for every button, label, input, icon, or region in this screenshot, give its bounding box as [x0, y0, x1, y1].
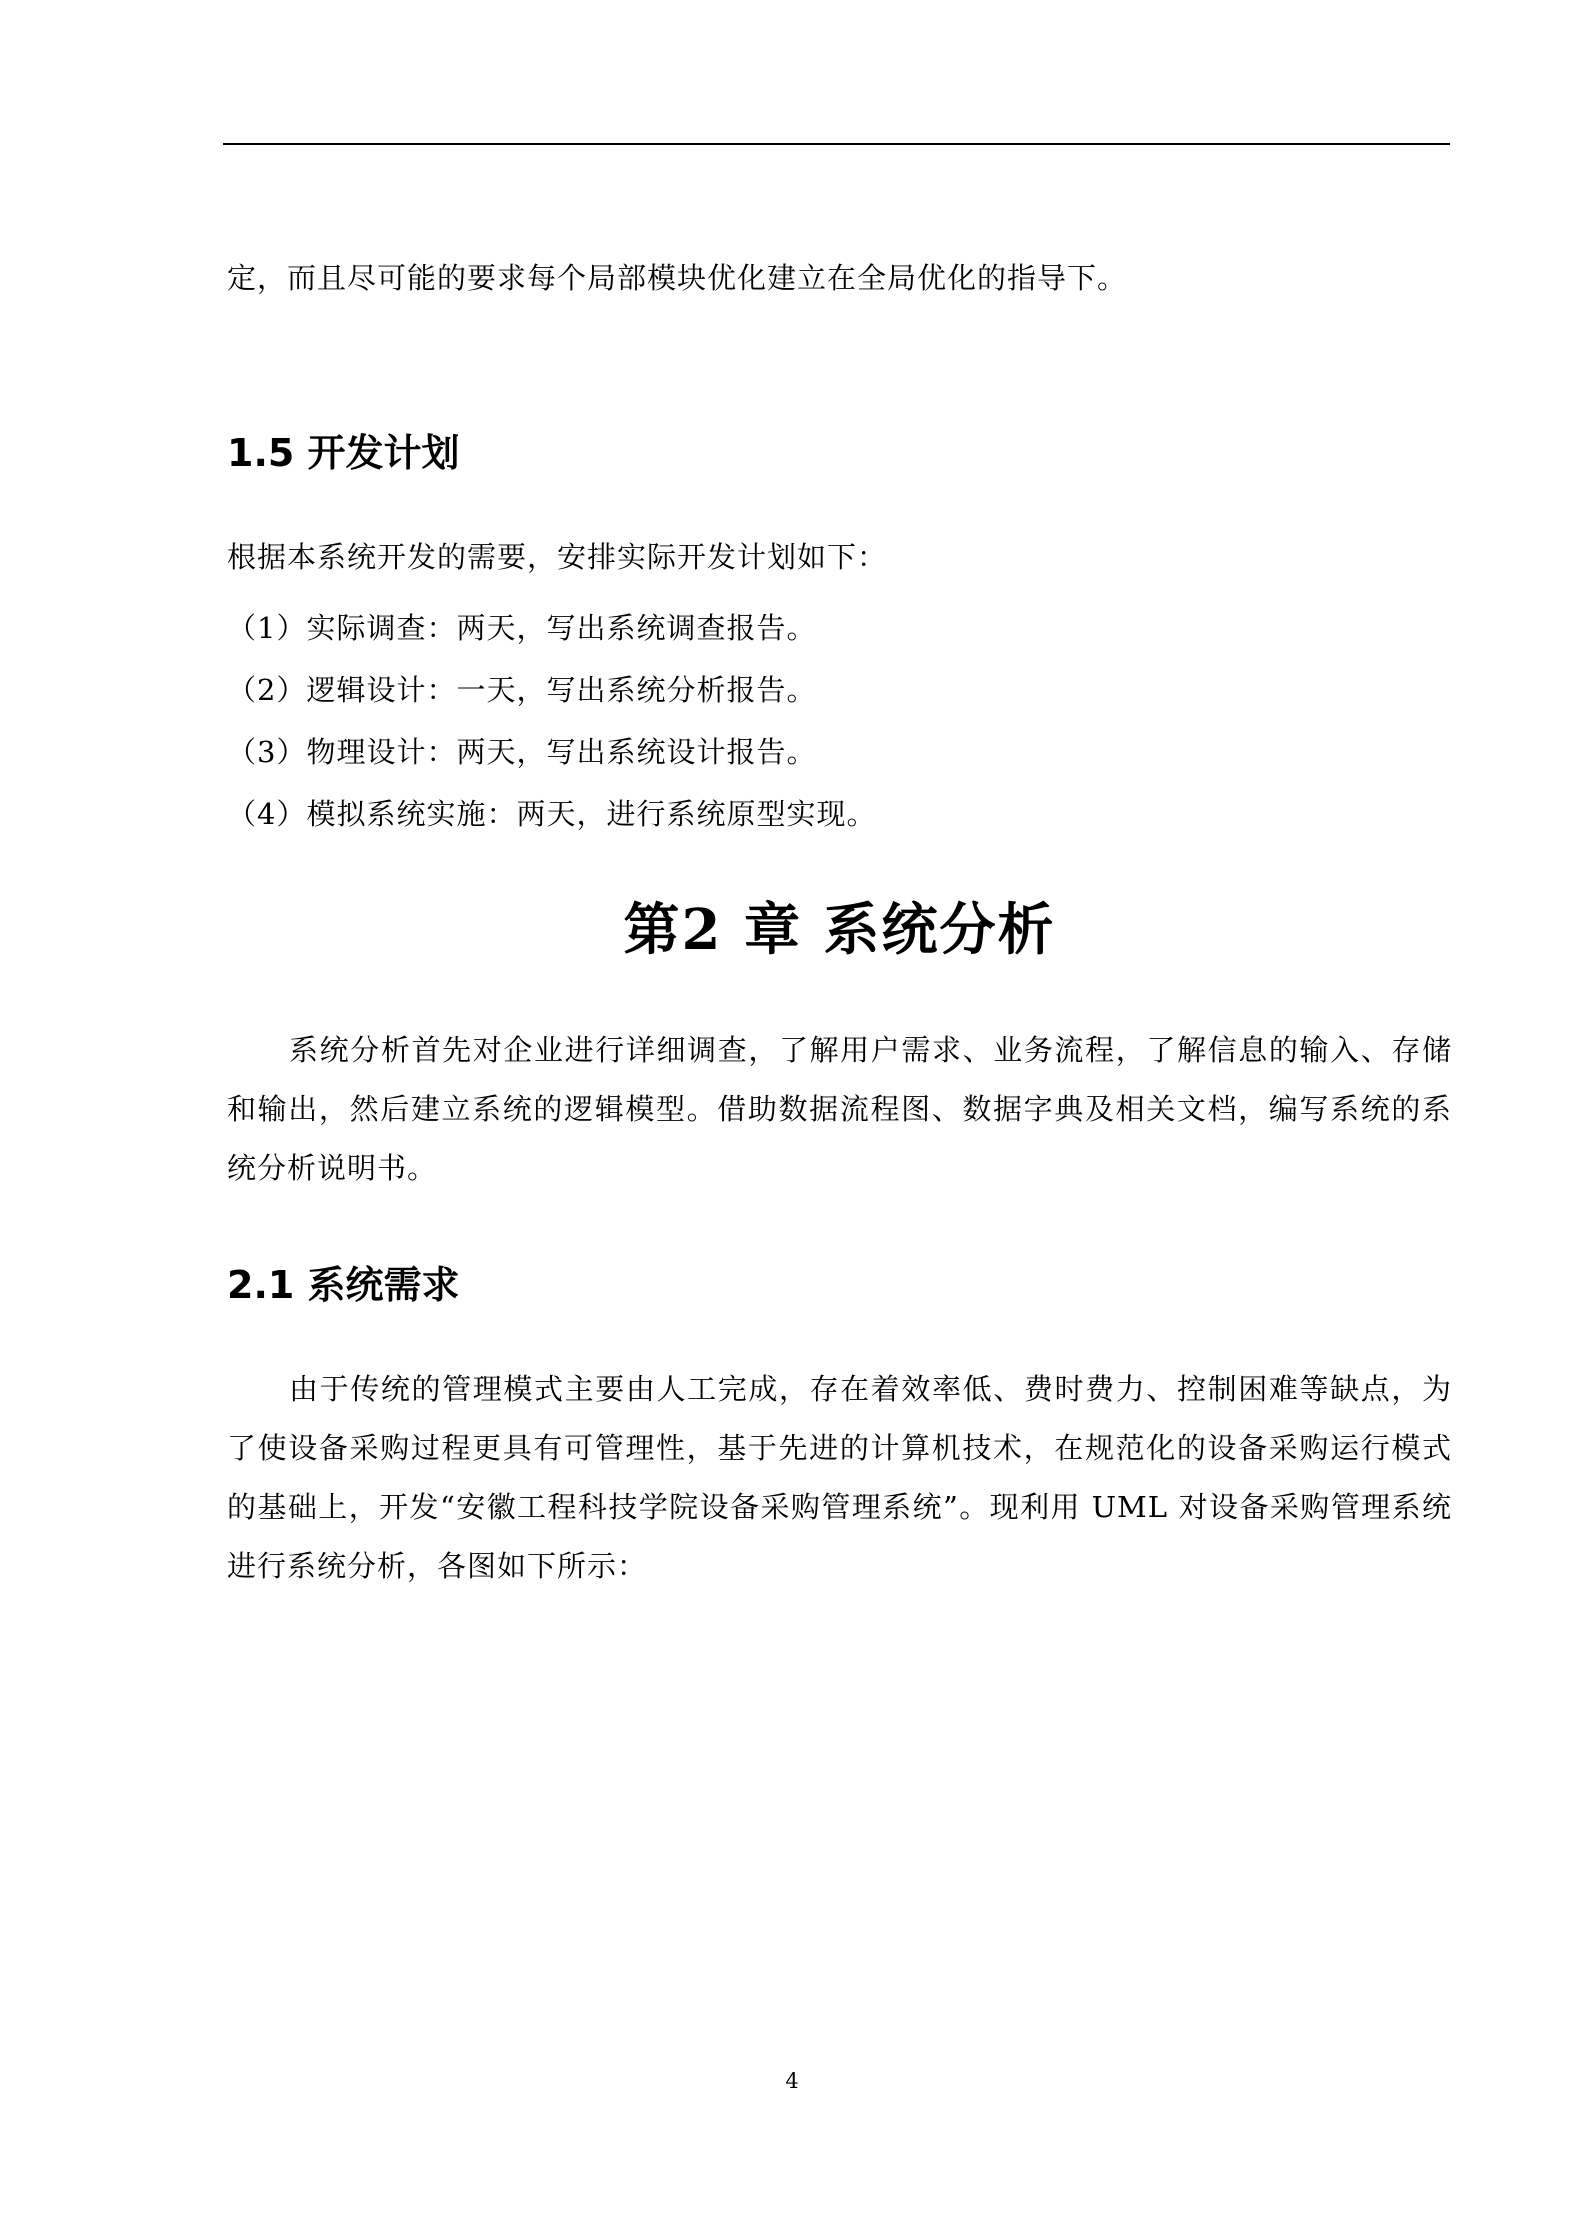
- list-item: （2）逻辑设计：一天，写出系统分析报告。: [227, 673, 817, 707]
- page-number: 4: [785, 2069, 799, 2093]
- section-1-5-intro: 根据本系统开发的需要，安排实际开发计划如下：: [227, 540, 888, 574]
- chapter-number: 2: [681, 897, 723, 963]
- header-rule: [223, 143, 1450, 145]
- section-heading-2-1: 2.1 系统需求: [227, 1263, 460, 1307]
- chapter-2-intro-paragraph: 系统分析首先对企业进行详细调查，了解用户需求、业务流程，了解信息的输入、存储和输出，然后建立系统的逻辑模型。借助数据流程图、数据字典及相关文档，编写系统的系统分析说明书。: [227, 1033, 1452, 1185]
- list-item: （1）实际调查：两天，写出系统调查报告。: [227, 611, 817, 645]
- section-2-1-body-paragraph: 由于传统的管理模式主要由人工完成，存在着效率低、费时费力、控制困难等缺点，为了使设备采购过程更具有可管理性，基于先进的计算机技术，在规范化的设备采购运行模式的基础上，开发“安徽工程科技学院设备采购管理系统”。现利用 UML 对设备采购管理系统进行系统分析，各图如下所示：: [227, 1372, 1452, 1583]
- chapter-title-text: 章 系统分析: [743, 897, 1056, 963]
- chapter-title: [227, 895, 1452, 965]
- development-plan-list: [227, 597, 876, 845]
- section-heading-1-5: 1.5 开发计划: [227, 431, 460, 475]
- continuation-paragraph: 定，而且尽可能的要求每个局部模块优化建立在全局优化的指导下。: [227, 261, 1128, 295]
- list-item: （3）物理设计：两天，写出系统设计报告。: [227, 735, 817, 769]
- chapter-title-prefix: 第: [623, 897, 682, 963]
- list-item: （4）模拟系统实施：两天，进行系统原型实现。: [227, 797, 877, 831]
